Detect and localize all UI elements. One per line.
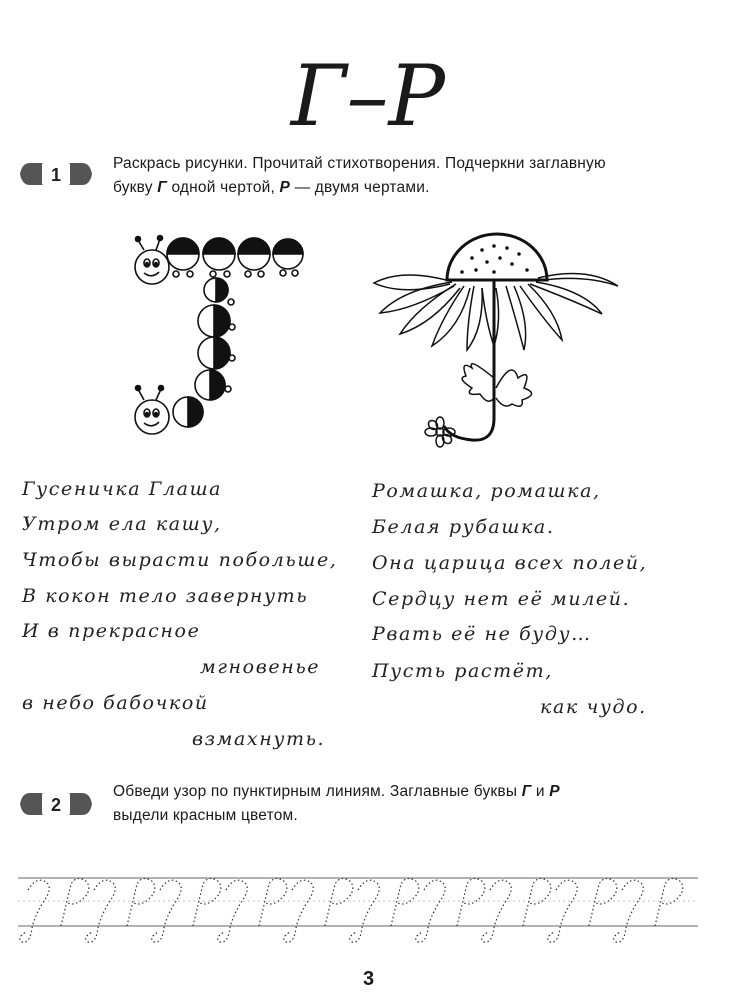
chamomile-illustration (372, 228, 624, 452)
task-2-badge (20, 790, 92, 818)
pattern-stroke (193, 878, 221, 926)
letter-r-bold-2: Р (549, 783, 560, 800)
pattern-stroke (20, 880, 49, 942)
caterpillar-illustration (128, 232, 318, 444)
pattern-stroke (218, 880, 247, 942)
pattern-stroke (548, 880, 577, 942)
poem-right-line-4: Сердцу нет её милей. (372, 588, 631, 610)
letter-g-bold: Г (157, 179, 167, 196)
pattern-stroke (86, 880, 115, 942)
pattern-stroke (391, 878, 419, 926)
pattern-stroke (127, 878, 155, 926)
pattern-stroke (614, 880, 643, 942)
task-2-number: 2 (50, 795, 62, 815)
task-2-line-1: Обведи узор по пунктирным линиям. Заглавные буквы Г и Р (113, 783, 560, 800)
title-text: Г–Р (290, 47, 446, 140)
pattern-stroke (61, 878, 89, 926)
poem-left-line-4: В кокон тело завернуть (22, 585, 309, 607)
poem-left-line-2: Утром ела кашу, (22, 513, 222, 535)
poem-left-line-5: И в прекрасное (22, 620, 201, 642)
poem-right-line-5: Рвать её не буду… (372, 623, 592, 645)
pattern-stroke (655, 878, 683, 926)
pattern-stroke (152, 880, 181, 942)
page-number: 3 (362, 968, 375, 990)
poem-left-line-1: Гусеничка Глаша (22, 478, 223, 500)
task-1-line-1: Раскрась рисунки. Прочитай стихотворения. Подчеркни заглавную (113, 155, 606, 172)
poem-left-line-6: мгновенье (200, 656, 321, 678)
pattern-stroke (259, 878, 287, 926)
poem-left-line-3: Чтобы вырасти побольше, (22, 549, 338, 571)
title-letters (0, 40, 737, 140)
task-1-badge (20, 160, 92, 188)
pattern-stroke (325, 878, 353, 926)
poem-right-line-6: Пусть растёт, (372, 660, 553, 682)
task-2-text (113, 780, 723, 828)
tracing-pattern (18, 868, 698, 958)
letter-g-bold-2: Г (521, 783, 532, 800)
pattern-stroke (589, 878, 617, 926)
poem-left-line-7: в небо бабочкой (22, 692, 209, 714)
pattern-stroke (284, 880, 313, 942)
task-2-line-2: выдели красным цветом. (113, 807, 298, 824)
pattern-stroke (416, 880, 445, 942)
poem-right-line-2: Белая рубашка. (372, 516, 555, 538)
pattern-stroke (457, 878, 485, 926)
pattern-stroke (350, 880, 379, 942)
poem-left-line-8: взмахнуть. (192, 728, 326, 750)
poem-right-line-7: как чудо. (540, 696, 647, 718)
task-1-text (113, 152, 723, 200)
pattern-stroke (482, 880, 511, 942)
poem-right-line-3: Она царица всех полей, (372, 552, 648, 574)
pattern-stroke (523, 878, 551, 926)
letter-r-bold: Р (279, 179, 291, 196)
task-1-number: 1 (50, 165, 62, 185)
task-1-line-2: букву Г одной чертой, Р — двумя чертами. (113, 179, 430, 196)
poem-right-line-1: Ромашка, ромашка, (372, 480, 601, 502)
